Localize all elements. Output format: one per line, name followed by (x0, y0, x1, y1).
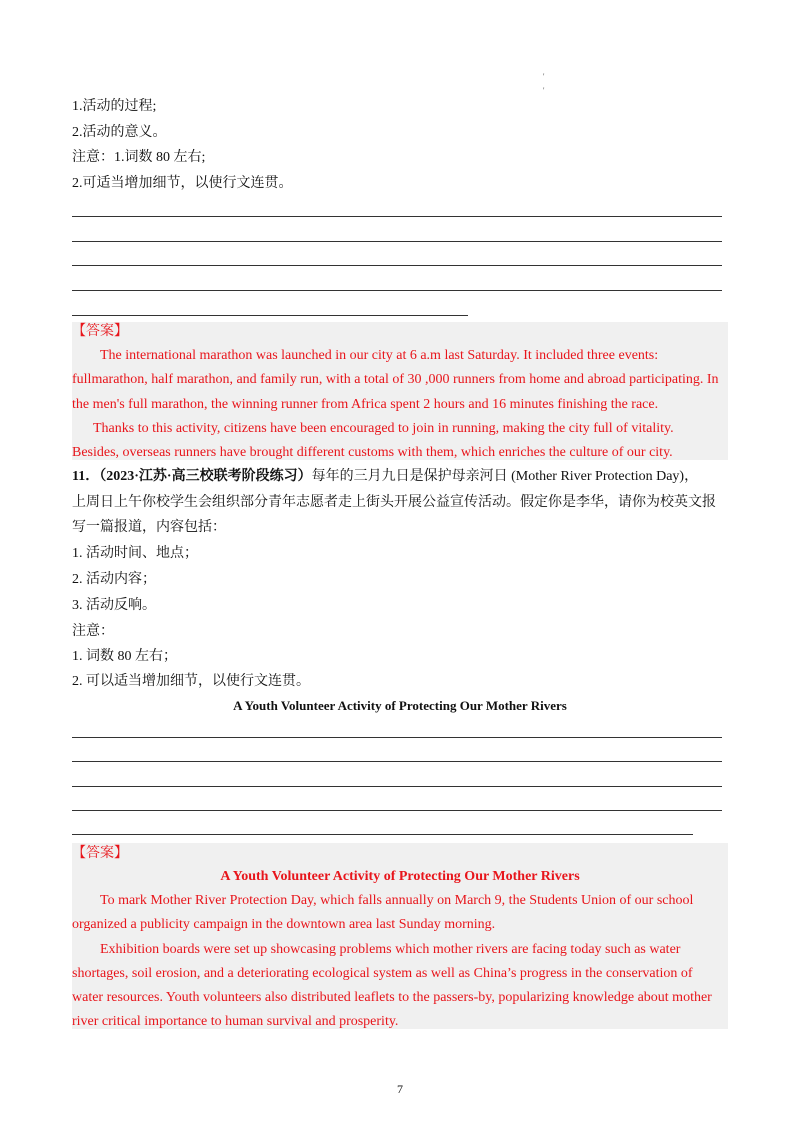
answer-line (72, 241, 722, 242)
answer-line (72, 786, 722, 787)
answer-text: organized a publicity campaign in the downtown area last Sunday morning. (72, 917, 496, 932)
question-prompt: 每年的三月九日是保护母亲河日 (Mother River Protection Day)， (311, 469, 699, 484)
answer-text: water resources. Youth volunteers also distributed leaflets to the passers-by, popularizing knowledge about mother (72, 990, 712, 1005)
note-item: 注意：1.词数 80 左右; (72, 150, 206, 165)
answer-text: Thanks to this activity, citizens have been encouraged to join in running, making the city full of vitality. (93, 421, 674, 436)
answer-text: fullmarathon, half marathon, and family run, with a total of 30 ,000 runners from home and abroad participating. In (72, 372, 719, 387)
answer-box (72, 322, 728, 460)
requirement-item: 3. 活动反响。 (72, 598, 156, 613)
answer-line (72, 810, 722, 811)
answer-text: The international marathon was launched in our city at 6 a.m last Saturday. It included three events: (100, 348, 659, 363)
header-mark: ' (543, 86, 545, 95)
answer-text: the men's full marathon, the winning runner from Africa spent 2 hours and 16 minutes finishing the race. (72, 397, 659, 412)
essay-title: A Youth Volunteer Activity of Protecting Our Mother Rivers (233, 698, 567, 713)
question-source: （2023·江苏·高三校联考阶段练习） (99, 469, 312, 484)
requirement-item: 2. 活动内容； (72, 572, 156, 587)
answer-title: A Youth Volunteer Activity of Protecting Our Mother Rivers (220, 869, 580, 884)
question-number: 11． (72, 469, 100, 484)
answer-line (72, 290, 722, 291)
answer-text: Exhibition boards were set up showcasing problems which mother rivers are facing today such as water (100, 942, 681, 957)
note-item: 1. 词数 80 左右； (72, 649, 177, 664)
answer-line (72, 315, 468, 316)
answer-line (72, 737, 722, 738)
question-11-header (72, 467, 698, 487)
answer-label: 【答案】 (72, 846, 128, 861)
page-number: 7 (397, 1082, 403, 1096)
answer-line (72, 216, 722, 217)
question-prompt: 写一篇报道，内容包括： (72, 520, 226, 535)
answer-text: To mark Mother River Protection Day, which falls annually on March 9, the Students Union of our school (100, 893, 694, 908)
answer-line (72, 265, 722, 266)
note-item: 2.可适当增加细节，以使行文连贯。 (72, 176, 293, 191)
question-prompt: 上周日上午你校学生会组织部分青年志愿者走上街头开展公益宣传活动。假定你是李华，请你为校英文报 (72, 495, 716, 510)
answer-line (72, 834, 693, 835)
note-item: 2. 可以适当增加细节，以使行文连贯。 (72, 674, 310, 689)
answer-text: shortages, soil erosion, and a deteriorating ecological system as well as China’s progress in the conservation of (72, 966, 693, 981)
answer-label: 【答案】 (72, 324, 128, 339)
requirement-item: 1.活动的过程; (72, 99, 157, 114)
requirement-item: 2.活动的意义。 (72, 125, 167, 140)
note-label: 注意： (72, 624, 114, 639)
answer-text: Besides, overseas runners have brought different customs with them, which enriches the culture of our city. (72, 445, 673, 460)
header-mark: ' (543, 72, 545, 81)
answer-text: river critical importance to human survival and prosperity. (72, 1014, 399, 1029)
requirement-item: 1. 活动时间、地点； (72, 546, 198, 561)
answer-line (72, 761, 722, 762)
